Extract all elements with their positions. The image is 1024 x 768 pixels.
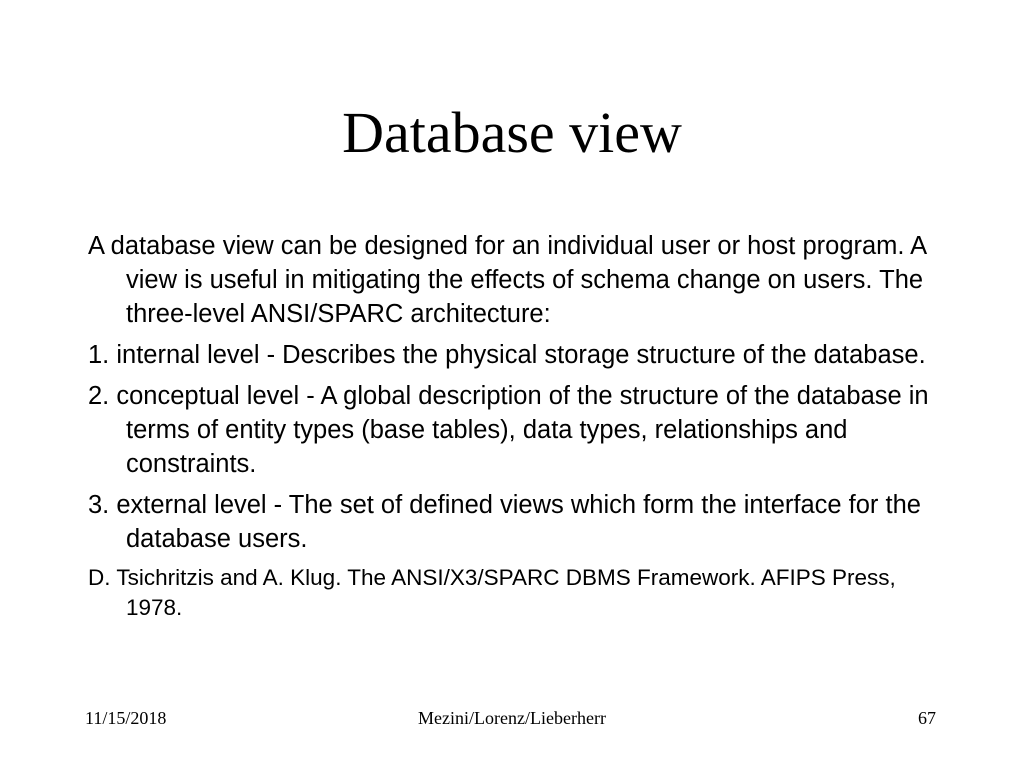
slide-body <box>88 229 948 630</box>
slide-title: Database view <box>342 100 682 165</box>
external-level-item: 3. external level - The set of defined views which form the interface for the database users. <box>88 491 921 553</box>
reference-citation: D. Tsichritzis and A. Klug. The ANSI/X3/SPARC DBMS Framework. AFIPS Press, 1978. <box>88 565 896 620</box>
internal-level-item: 1. internal level - Describes the physical storage structure of the database. <box>88 341 926 369</box>
footer-authors: Mezini/Lorenz/Lieberherr <box>418 708 606 728</box>
footer-page-number: 67 <box>918 708 936 728</box>
conceptual-level-item: 2. conceptual level - A global description of the structure of the database in terms of entity types (base tables), data types, relationships and constraints. <box>88 382 929 478</box>
footer-date: 11/15/2018 <box>85 708 167 728</box>
intro-paragraph: A database view can be designed for an individual user or host program. A view is useful in mitigating the effects of schema change on users. The three-level ANSI/SPARC architecture: <box>88 232 926 328</box>
